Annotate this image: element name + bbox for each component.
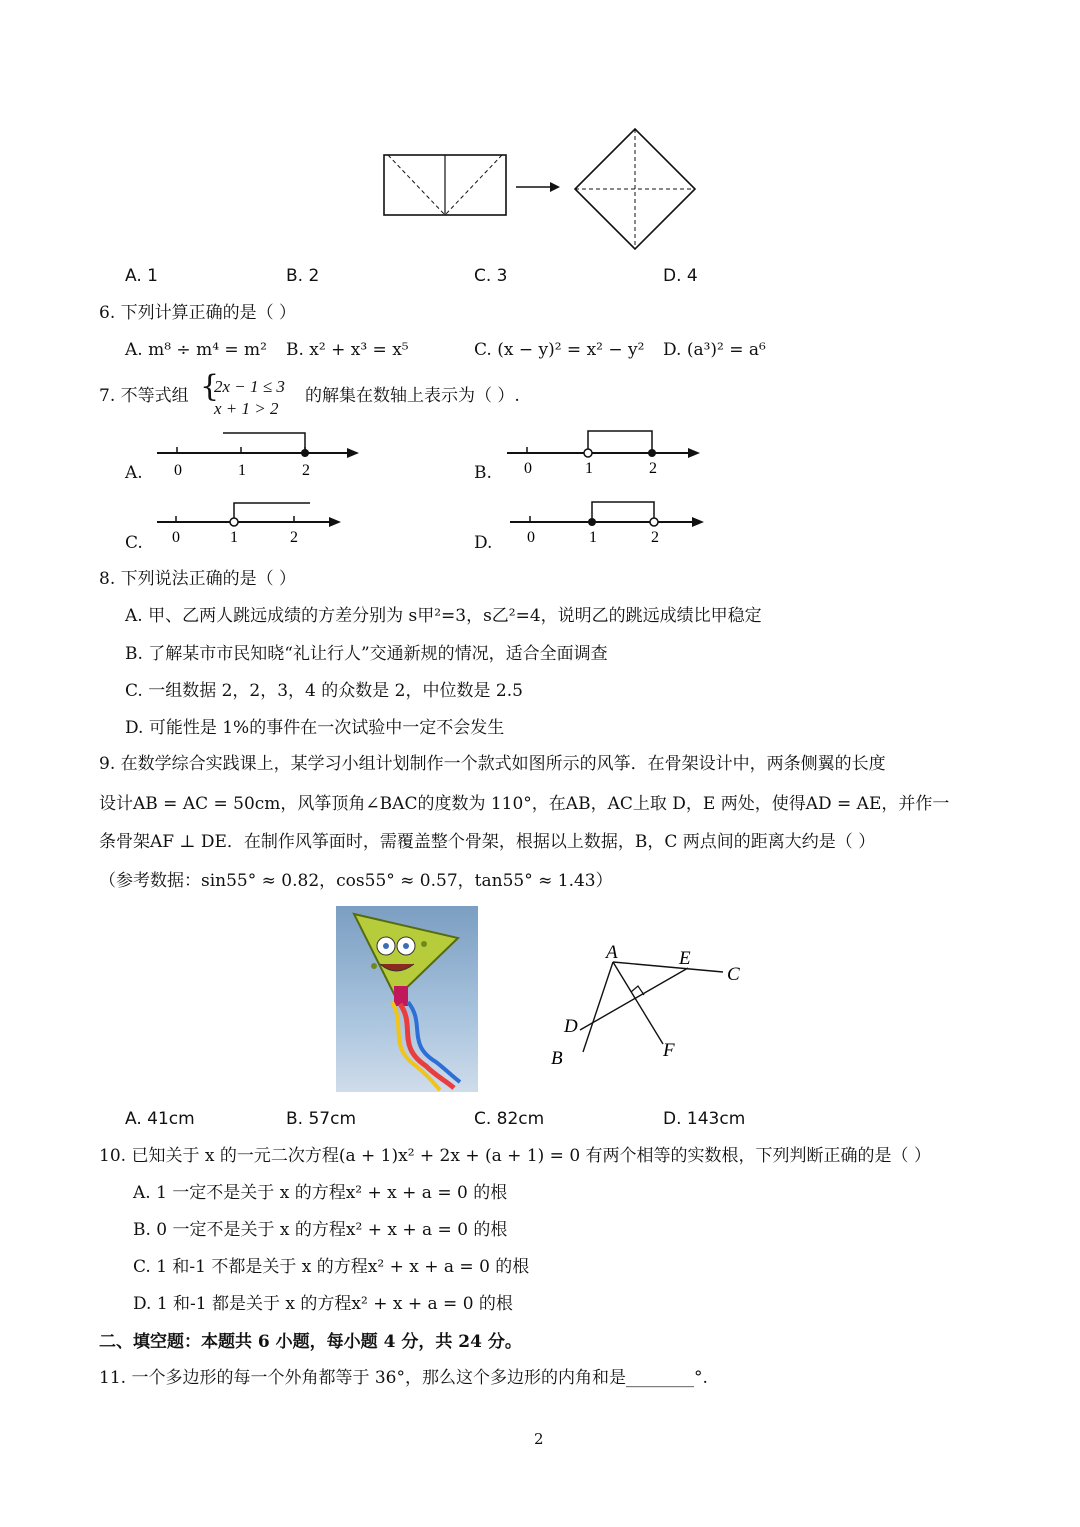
number-line-d [508, 495, 708, 550]
q6-option-b: B. x² + x³ = x⁵ [286, 340, 409, 360]
q6-option-c: C. (x − y)² = x² − y² [474, 340, 645, 360]
q10-stem: 10. 已知关于 x 的一元二次方程(a + 1)x² + 2x + (a + 1) = 0 有两个相等的实数根，下列判断正确的是（ ） [99, 1146, 931, 1166]
q8-stem: 8. 下列说法正确的是（ ） [99, 569, 297, 589]
kite-photo [336, 906, 478, 1092]
geometry-figure [545, 940, 755, 1070]
q6-stem: 6. 下列计算正确的是（ ） [99, 303, 297, 323]
q9-line-3: 条骨架AF ⊥ DE．在制作风筝面时，需覆盖整个骨架，根据以上数据，B，C 两点间的距离大约是（ ） [99, 832, 876, 852]
q8-option-c: C. 一组数据 2，2，3，4 的众数是 2，中位数是 2.5 [125, 681, 523, 701]
q7-inequality-1: 2x − 1 ≤ 3 [214, 377, 285, 396]
point-label-e: E [679, 948, 691, 969]
tick-label: 2 [649, 460, 657, 477]
q10-option-d: D. 1 和-1 都是关于 x 的方程x² + x + a = 0 的根 [133, 1294, 513, 1314]
q7-suffix: 的解集在数轴上表示为（ ）. [305, 386, 520, 406]
q5-option-d: D. 4 [663, 266, 698, 286]
q8-option-d: D. 可能性是 1%的事件在一次试验中一定不会发生 [125, 718, 505, 738]
point-label-f: F [663, 1040, 675, 1061]
q10-option-a: A. 1 一定不是关于 x 的方程x² + x + a = 0 的根 [133, 1183, 508, 1203]
q6-option-a: A. m⁸ ÷ m⁴ = m² [125, 340, 267, 360]
tick-label: 0 [174, 462, 182, 479]
section-heading: 二、填空题：本题共 6 小题，每小题 4 分，共 24 分。 [99, 1332, 522, 1352]
q9-line-4: （参考数据：sin55° ≈ 0.82，cos55° ≈ 0.57，tan55° ≈ 1.43） [99, 871, 613, 891]
q7-prefix: 7. 不等式组 [99, 386, 189, 406]
tick-label: 1 [230, 529, 238, 546]
q11-stem: 11. 一个多边形的每一个外角都等于 36°，那么这个多边形的内角和是________°. [99, 1368, 708, 1388]
tick-label: 2 [651, 529, 659, 546]
tick-label: 1 [238, 462, 246, 479]
q5-option-b: B. 2 [286, 266, 320, 286]
tick-label: 0 [524, 460, 532, 477]
fold-line [388, 155, 445, 215]
q5-option-a: A. 1 [125, 266, 158, 286]
q5-option-c: C. 3 [474, 266, 508, 286]
q7-label-a: A. [125, 463, 143, 483]
q8-option-a: A. 甲、乙两人跳远成绩的方差分别为 s甲²=3，s乙²=4，说明乙的跳远成绩比甲稳定 [125, 606, 762, 626]
q9-option-a: A. 41cm [125, 1109, 195, 1129]
point-label-a: A [606, 942, 618, 963]
arrow-head-icon [550, 182, 560, 192]
q7-label-d: D. [474, 533, 493, 553]
number-line-a [155, 425, 365, 480]
q6-option-d: D. (a³)² = a⁶ [663, 340, 766, 360]
number-line-b [505, 425, 705, 480]
q7-label-c: C. [125, 533, 143, 553]
arrow-head-icon [329, 517, 341, 527]
q9-line-1: 9. 在数学综合实践课上，某学习小组计划制作一个款式如图所示的风筝．在骨架设计中，两条侧翼的长度 [99, 754, 886, 774]
folding-figure [380, 125, 700, 255]
arrow-head-icon [347, 448, 359, 458]
q7-brace: { [200, 369, 220, 404]
q10-option-c: C. 1 和-1 不都是关于 x 的方程x² + x + a = 0 的根 [133, 1257, 530, 1277]
point-label-b: B [551, 1048, 563, 1069]
q9-option-c: C. 82cm [474, 1109, 545, 1129]
page-number: 2 [534, 1430, 544, 1448]
tick-label: 1 [589, 529, 597, 546]
number-line-c [155, 495, 355, 550]
tick-label: 0 [527, 529, 535, 546]
arrow-head-icon [692, 517, 704, 527]
fold-line [445, 155, 502, 215]
arrow-head-icon [688, 448, 700, 458]
point-label-c: C [727, 964, 740, 985]
tick-label: 2 [290, 529, 298, 546]
q9-option-b: B. 57cm [286, 1109, 357, 1129]
q9-option-d: D. 143cm [663, 1109, 746, 1129]
tick-label: 2 [302, 462, 310, 479]
tick-label: 0 [172, 529, 180, 546]
tick-label: 1 [585, 460, 593, 477]
q7-inequality-2: x + 1 > 2 [214, 399, 279, 418]
point-label-d: D [564, 1016, 578, 1037]
q8-option-b: B. 了解某市市民知晓“礼让行人”交通新规的情况，适合全面调查 [125, 644, 608, 664]
q10-option-b: B. 0 一定不是关于 x 的方程x² + x + a = 0 的根 [133, 1220, 508, 1240]
q9-line-2: 设计AB = AC = 50cm，风筝顶角∠BAC的度数为 110°，在AB，AC上取 D，E 两处，使得AD = AE，并作一 [99, 794, 950, 814]
q7-label-b: B. [474, 463, 492, 483]
